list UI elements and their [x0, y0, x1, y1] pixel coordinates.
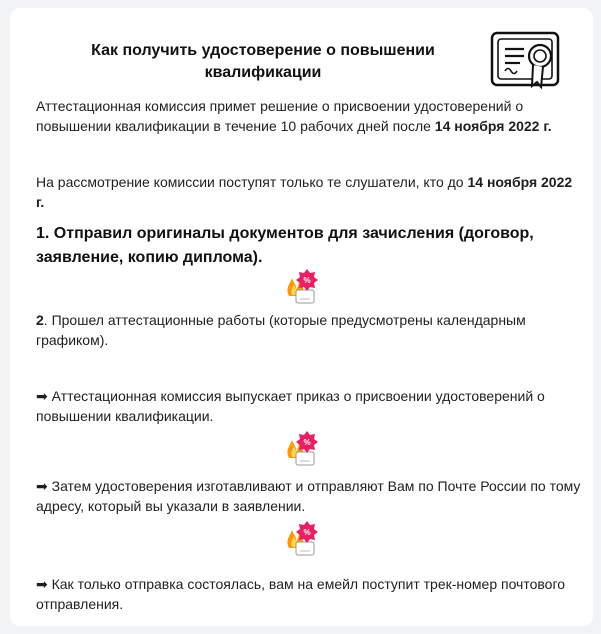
flame-gift-sticker-icon — [281, 266, 321, 306]
step-2-paragraph — [36, 310, 581, 350]
arrow-item-1: ➡ Аттестационная комиссия выпускает приказ о присвоении удостоверений о повышении квалификации. — [36, 388, 545, 424]
intro-paragraph-1 — [36, 96, 581, 136]
svg-text:%: % — [303, 528, 311, 537]
card-title: Как получить удостоверение о повышении квалификации — [91, 42, 435, 81]
intro-paragraph-2-text: На рассмотрение комиссии поступят только те слушатели, кто до — [36, 174, 468, 190]
step-2-text: . Прошел аттестационные работы (которые предусмотрены календарным графиком). — [36, 312, 526, 348]
flame-gift-sticker-icon — [281, 518, 321, 558]
step-2-number: 2 — [36, 312, 44, 328]
intro-paragraph-2 — [36, 172, 581, 212]
arrow-item-2: ➡ Затем удостоверения изготавливают и отправляют Вам по Почте России по тому адресу, который вы указали в заявлении. — [36, 478, 581, 514]
svg-text:%: % — [303, 438, 311, 447]
svg-text:%: % — [303, 276, 311, 285]
arrow-item-3: ➡ Как только отправка состоялась, вам на емейл поступит трек-номер почтового отправления. — [36, 576, 566, 612]
intro-paragraph-1-date: 14 ноября 2022 г. — [434, 118, 552, 134]
step-1-heading: 1. Отправил оригиналы документов для зачисления (договор, заявление, копию диплома). — [36, 225, 534, 266]
info-card — [10, 8, 593, 626]
flame-gift-sticker-icon — [281, 428, 321, 468]
intro-paragraph-2-date: 14 ноября 2022 г. — [36, 174, 573, 210]
certificate-icon — [486, 30, 564, 90]
intro-paragraph-1-text: Аттестационная комиссия примет решение о присвоении удостоверений о повышении квалификации в течение 10 рабочих дней после — [36, 98, 524, 134]
